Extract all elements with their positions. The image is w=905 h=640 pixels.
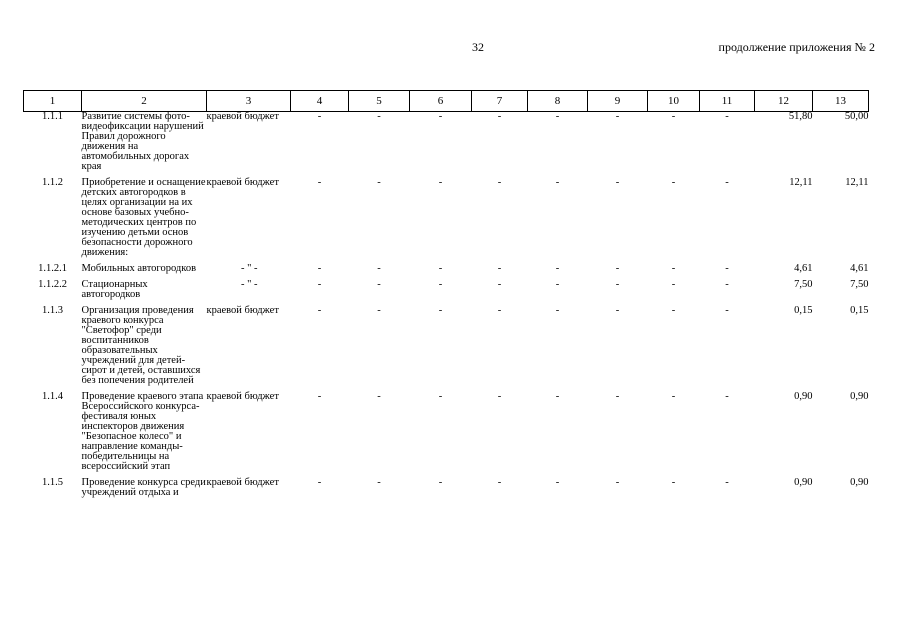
value-cell-c11: -: [725, 305, 729, 316]
value-cell-c4: -: [317, 111, 322, 122]
value-cell-c12: 51,80: [788, 111, 813, 122]
table-row: [24, 478, 869, 504]
value-cell-c6: -: [438, 263, 443, 274]
column-header: 1: [24, 91, 82, 112]
value-cell-c4: -: [317, 477, 322, 488]
value-cell-c11: -: [725, 111, 729, 122]
column-header: 4: [291, 91, 349, 112]
value-cell-c8: -: [555, 305, 560, 316]
value-cell-c5: -: [377, 111, 381, 122]
funding-source: краевой бюджет: [206, 177, 279, 188]
table-row: [24, 264, 869, 280]
activity-name: Приобретение и оснащение детских автогородков в целях организации на их основе базовых учебно-методических центров по изучению детьми основ безопасности дорожного движения:: [81, 177, 206, 258]
page-number: 32: [472, 40, 484, 54]
value-cell-c9: -: [615, 263, 620, 274]
column-header: 8: [528, 91, 588, 112]
value-cell-c11: -: [725, 279, 729, 290]
value-cell-c6: -: [438, 111, 443, 122]
value-cell-c9: -: [615, 391, 620, 402]
row-number: 1.1.2.1: [38, 263, 67, 274]
value-cell-c12: 4,61: [794, 263, 813, 274]
value-cell-c6: -: [438, 279, 443, 290]
value-cell-c10: -: [671, 263, 676, 274]
activity-name: Проведение краевого этапа Всероссийского конкурса-фестиваля юных инспекторов движения "Безопасное колесо" и направление команды-победительницы на всероссийский этап: [81, 391, 204, 472]
value-cell-c8: -: [555, 477, 560, 488]
activity-name: Организация проведения краевого конкурса "Светофор" среди воспитанников образовательных учреждений для детей-сирот и детей, оставшихся без попечения родителей: [81, 305, 201, 386]
value-cell-c5: -: [377, 391, 381, 402]
value-cell-c12: 0,90: [794, 391, 813, 402]
value-cell-c8: -: [555, 177, 560, 188]
row-number: 1.1.3: [42, 305, 63, 316]
value-cell-c11: -: [725, 477, 729, 488]
value-cell-c8: -: [555, 263, 560, 274]
value-cell-c10: -: [671, 279, 676, 290]
value-cell-c6: -: [438, 177, 443, 188]
value-cell-c5: -: [377, 279, 381, 290]
value-cell-c10: -: [671, 177, 676, 188]
value-cell-c5: -: [377, 305, 381, 316]
value-cell-c13: 4,61: [850, 263, 869, 274]
value-cell-c12: 0,90: [794, 477, 813, 488]
funding-source: краевой бюджет: [206, 477, 279, 488]
value-cell-c7: -: [497, 477, 502, 488]
value-cell-c7: -: [497, 177, 502, 188]
column-header: 12: [755, 91, 813, 112]
value-cell-c5: -: [377, 263, 381, 274]
value-cell-c4: -: [317, 391, 322, 402]
row-number: 1.1.2.2: [38, 279, 67, 290]
activity-name: Мобильных автогородков: [81, 263, 197, 274]
value-cell-c10: -: [671, 477, 676, 488]
value-cell-c4: -: [317, 263, 322, 274]
table-row: [24, 280, 869, 306]
funding-source: краевой бюджет: [206, 111, 279, 122]
table-row: [24, 112, 869, 179]
value-cell-c6: -: [438, 391, 443, 402]
value-cell-c9: -: [615, 279, 620, 290]
value-cell-c11: -: [725, 177, 729, 188]
value-cell-c4: -: [317, 279, 322, 290]
table-row: [24, 178, 869, 264]
column-header: 2: [82, 91, 207, 112]
value-cell-c7: -: [497, 263, 502, 274]
value-cell-c8: -: [555, 279, 560, 290]
value-cell-c13: 12,11: [845, 177, 869, 188]
activity-name: Развитие системы фото-видеофиксации нарушений Правил дорожного движения на автомобильных дорогах края: [81, 111, 204, 172]
column-header: 13: [813, 91, 869, 112]
value-cell-c13: 0,90: [850, 391, 869, 402]
value-cell-c9: -: [615, 305, 620, 316]
value-cell-c6: -: [438, 477, 443, 488]
row-number: 1.1.1: [42, 111, 63, 122]
value-cell-c8: -: [555, 391, 560, 402]
value-cell-c4: -: [317, 305, 322, 316]
appendix-continuation-label: продолжение приложения № 2: [718, 40, 875, 54]
value-cell-c9: -: [615, 177, 620, 188]
row-number: 1.1.5: [42, 477, 63, 488]
value-cell-c13: 0,15: [850, 305, 869, 316]
row-number: 1.1.2: [42, 177, 63, 188]
value-cell-c9: -: [615, 477, 620, 488]
value-cell-c12: 12,11: [789, 177, 813, 188]
value-cell-c7: -: [497, 279, 502, 290]
value-cell-c11: -: [725, 263, 729, 274]
value-cell-c7: -: [497, 305, 502, 316]
activity-name: Стационарных автогородков: [81, 279, 148, 300]
value-cell-c5: -: [377, 477, 381, 488]
column-header: 9: [588, 91, 648, 112]
value-cell-c5: -: [377, 177, 381, 188]
value-cell-c12: 7,50: [794, 279, 813, 290]
value-cell-c7: -: [497, 111, 502, 122]
table-row: [24, 306, 869, 392]
value-cell-c13: 50,00: [844, 111, 869, 122]
table-body: [24, 112, 869, 505]
value-cell-c12: 0,15: [794, 305, 813, 316]
value-cell-c7: -: [497, 391, 502, 402]
value-cell-c13: 0,90: [850, 477, 869, 488]
table-row: [24, 392, 869, 478]
column-header: 3: [207, 91, 291, 112]
row-number: 1.1.4: [42, 391, 63, 402]
value-cell-c8: -: [555, 111, 560, 122]
value-cell-c10: -: [671, 391, 676, 402]
value-cell-c9: -: [615, 111, 620, 122]
value-cell-c10: -: [671, 305, 676, 316]
value-cell-c6: -: [438, 305, 443, 316]
value-cell-c4: -: [317, 177, 322, 188]
column-header: 7: [472, 91, 528, 112]
column-header: 11: [700, 91, 755, 112]
value-cell-c11: -: [725, 391, 729, 402]
activity-name: Проведение конкурса среди учреждений отдыха и: [81, 477, 206, 498]
value-cell-c10: -: [671, 111, 676, 122]
funding-source: - " -: [240, 263, 258, 274]
funding-source: - " -: [240, 279, 258, 290]
column-header-row: [24, 91, 869, 112]
column-header: 10: [648, 91, 700, 112]
funding-source: краевой бюджет: [206, 305, 279, 316]
value-cell-c13: 7,50: [850, 279, 869, 290]
column-header: 5: [349, 91, 410, 112]
column-header: 6: [410, 91, 472, 112]
funding-source: краевой бюджет: [206, 391, 279, 402]
budget-table: [23, 90, 869, 504]
